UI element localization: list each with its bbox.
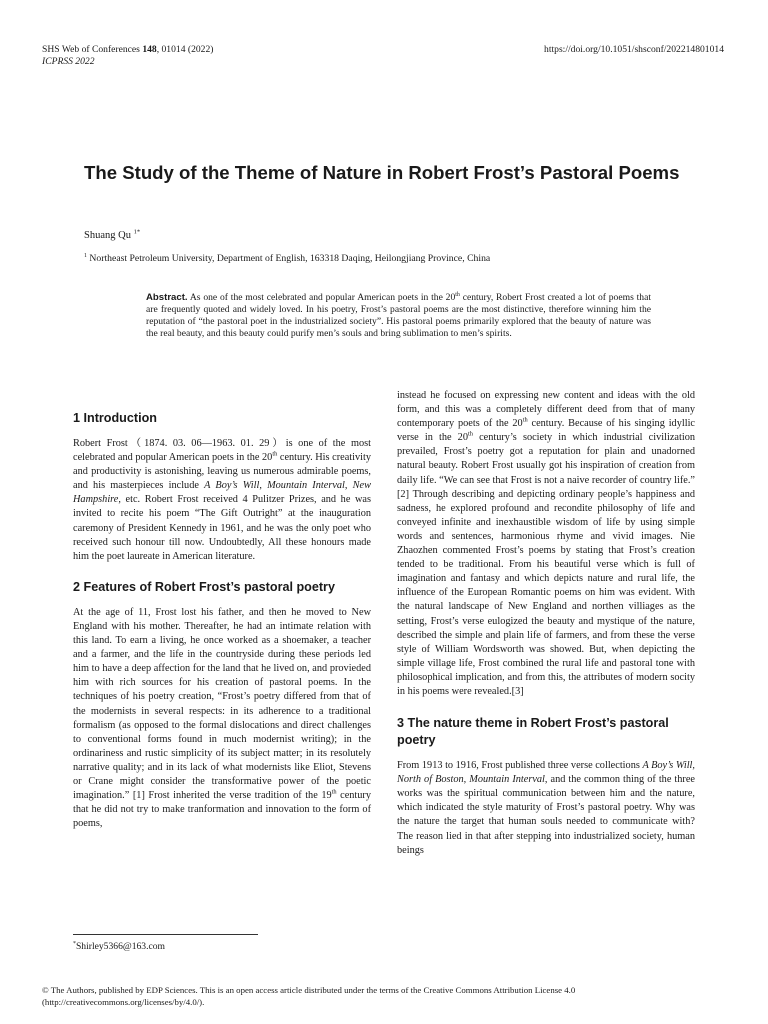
corresponding-email: Shirley5366@163.com <box>75 941 166 952</box>
body-text: century that he did not try to make tranformation and innovation to the form of poems, <box>73 790 372 830</box>
abstract <box>146 292 651 340</box>
body-text: , and the common thing of the three works was the spiritual communication between him and the nature, which indicated the style maturity of Frost’s pastoral poetry. Why was the nature the target that human souls needed to communicate with? The reason lied in that after stepping into industrialized society, human beings <box>397 774 695 856</box>
right-column <box>397 389 695 858</box>
superscript: th <box>467 430 473 438</box>
body-text: , <box>344 480 353 492</box>
superscript: th <box>272 450 278 458</box>
section-heading-nature-theme: 3 The nature theme in Robert Frost’s pastoral poetry <box>397 716 669 748</box>
affiliation-marker: 1 <box>84 252 87 259</box>
affiliation <box>84 253 490 264</box>
affiliation-text: Northeast Petroleum University, Department of English, 163318 Daqing, Heilongjiang Province, China <box>87 253 491 264</box>
body-text: century. His creativity and productivity is astonishing, leaving us numerous admirable poems, and his masterpieces include <box>73 452 371 492</box>
body-text: century. Because of his singing idyllic verse in the 20 <box>397 418 696 444</box>
features-paragraph-continued <box>397 389 695 699</box>
footnote-divider <box>73 934 258 935</box>
doi-link[interactable]: https://doi.org/10.1051/shsconf/202214801014 <box>544 44 724 55</box>
left-column <box>73 410 371 831</box>
body-text: Robert Frost（1874. 03. 06—1963. 01. 29）is one of the most celebrated and popular American poets in the 20 <box>73 438 371 464</box>
book-titles: A Boy’s Will, North of Boston, Mountain Interval <box>397 760 695 786</box>
conference-name: ICPRSS 2022 <box>42 56 95 67</box>
paper-title: The Study of the Theme of Nature in Robert Frost’s Pastoral Poems <box>84 162 680 183</box>
author-line <box>84 230 140 241</box>
running-header <box>42 44 213 68</box>
abstract-label: Abstract. <box>146 292 188 303</box>
license-notice: © The Authors, published by EDP Sciences. This is an open access article distributed under the terms of the Creative Commons Attribution License 4.0 (http://creativecommons.org/licenses/by/4.0/). <box>42 985 576 1007</box>
features-paragraph <box>73 606 371 832</box>
superscript: th <box>522 416 528 424</box>
author-name: Shuang Qu <box>84 230 134 241</box>
book-title: New Hampshire <box>73 480 371 506</box>
body-text: , etc. Robert Frost received 4 Pulitzer Prizes, and he was invited to recite his poem “The Gift Outright” at the inauguration caremony of President Kennedy in 1961, and he was the only poet who received such honour till now. Undoubtedly, All these honours made him the poet laureate in American literature. <box>73 494 371 562</box>
footnote <box>73 941 165 952</box>
journal-citation <box>42 44 213 56</box>
author-marker: 1* <box>133 228 141 236</box>
article-pages: , 01014 (2022) <box>156 44 214 55</box>
journal-name: SHS Web of Conferences <box>42 44 143 55</box>
intro-paragraph <box>73 437 371 564</box>
body-text: From 1913 to 1916, Frost published three verse collections <box>397 760 643 772</box>
body-text: instead he focused on expressing new content and ideas with the old form, and this was a completely different deed from that of many contemporary poets of the 20 <box>397 390 695 430</box>
section-heading-introduction: 1 Introduction <box>73 411 157 425</box>
book-title: Mountain Interval <box>267 480 345 492</box>
superscript: th <box>455 291 460 298</box>
abstract-text: As one of the most celebrated and popular American poets in the 20 <box>187 292 456 303</box>
body-text: , <box>259 480 268 492</box>
body-text: century’s society in which industrial civilization prevailed, Frost’s poetry got a reputation for plain and unadorned natural beauty. Robert Frost usually got his inspiration of creation from daily life. “We can see that Frost is not a naive recorder of country life.” [2] Through describing and depicting ordinary people’s happiness and sadness, he explored profound and recondite philosophy of life and conveyed infinite and inexhaustible wisdom of life by using simple words and sentences, harmonious rhyme and vivid images. Nie Zhaozhen commented Frost’s poems by stating that Frost’s creation tended to be traditional. From his beautiful verse which is full of imagination and fantasy and which depicts nature and rural life, the influence of the European Romantic poems on him was evident. With the natural landscape of New England and northen villiages as the setting, Frost’s verse eulogized the beauty and mystique of the nature, described the simple and plain life of farmers, and from these the verse style of William Wordsworth was showed. But, when depicting the simple village life, Frost combined the rural life and pastoral tone with philosophical implication, and from this, the attributes of modern socity in his poems were revealed.[3] <box>397 432 695 697</box>
abstract-text: century, Robert Frost created a lot of poems that are frequently quoted and widely loved. In his poetry, Frost’s pastoral poems are the most distinctive, therefore winning him the reputation of “the pastoral poet in the industrialized society”. His pastoral poems primarily explored that the beauty of nature was the real beauty, and this beauty could purify men’s souls and bring sublimation to men’s spirits. <box>146 292 651 339</box>
footnote-marker: * <box>73 940 76 947</box>
body-text: At the age of 11, Frost lost his father, and then he moved to New England with his mother. Thereafter, he had an intimate relation with this land. To earn a living, he once worked as a shoemaker, a teacher and a farmer, and the life in the countryside during these periods led him to have a deep affection for the land that he lived on, and provieded him with rich sources for his creation of pastoral poems. In the techniques of his poetry creation, “Frost’s poetry differed from that of the modernists in several respects: in its adherence to a traditional formalism (as opposed to the formal dislocations and direct challenges to conventional forms found in much modernist writing); in the ordinariness and rustic simplicity of its subject matter; in its resolutely narrative quality; and in its lack of what modernists like Eliot, Stevens or Crane might consider the transformative power of the poetic imagination.” [1] Frost inherited the verse tradition of the 19 <box>73 606 371 802</box>
nature-paragraph <box>397 759 695 858</box>
journal-volume: 148 <box>142 44 157 55</box>
superscript: th <box>331 788 337 796</box>
section-heading-features: 2 Features of Robert Frost’s pastoral poetry <box>73 579 335 594</box>
book-title: A Boy’s Will <box>204 480 260 492</box>
